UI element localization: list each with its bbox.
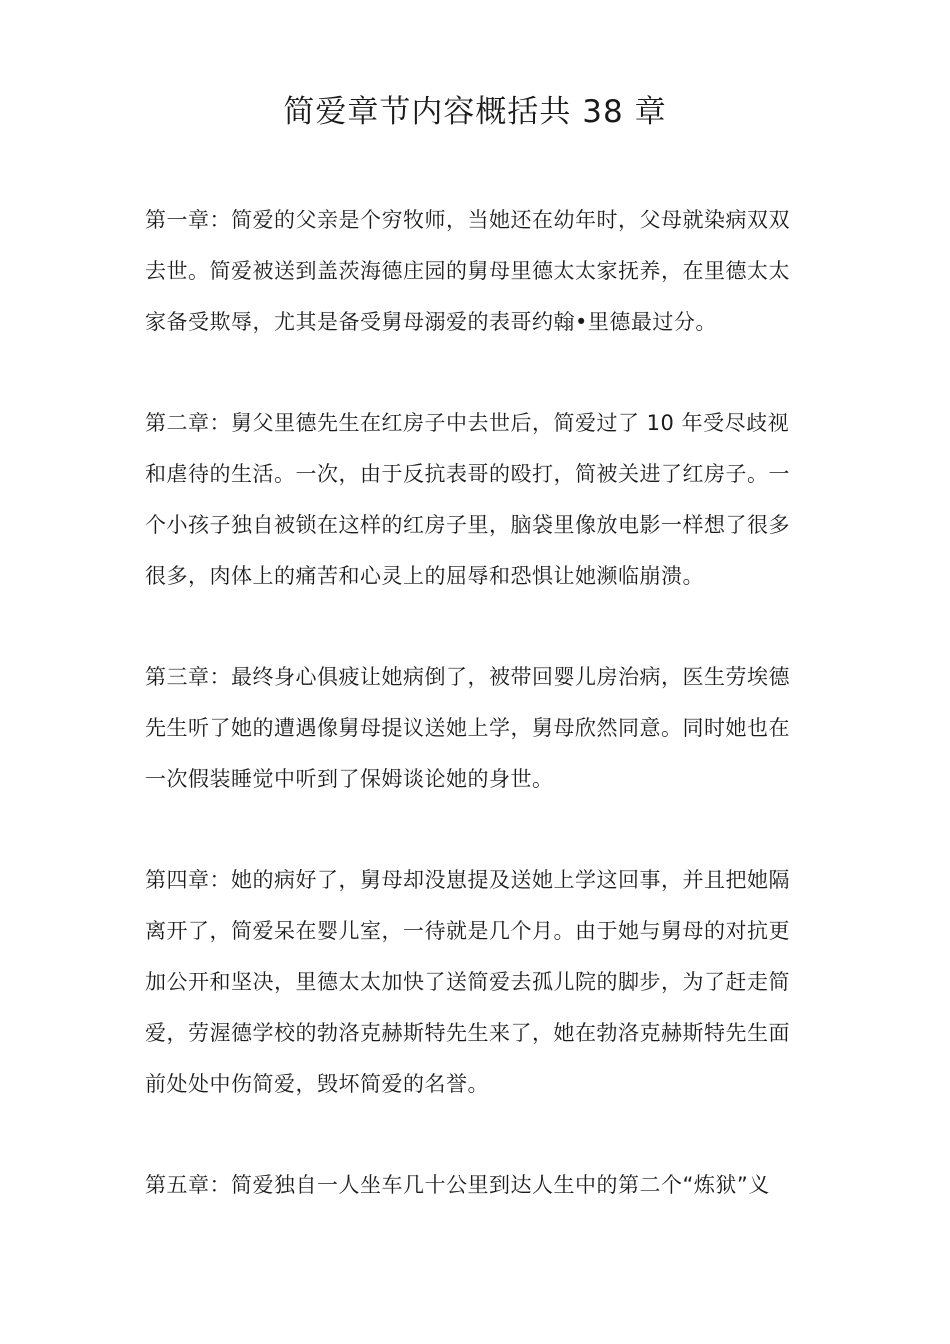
chapter-1-paragraph (145, 195, 825, 348)
paragraph-line: 很多，肉体上的痛苦和心灵上的屈辱和恐惧让她濒临崩溃。 (145, 564, 704, 588)
paragraph-line: 第五章：简爱独自一人坐车几十公里到达人生中的第二个“炼狱”义 (145, 1173, 770, 1197)
document-body (145, 195, 825, 1261)
paragraph-line: 爱，劳渥德学校的勃洛克赫斯特先生来了，她在勃洛克赫斯特先生面 (145, 1021, 790, 1045)
document-title: 简爱章节内容概括共 38 章 (283, 94, 667, 130)
paragraph-line: 个小孩子独自被锁在这样的红房子里，脑袋里像放电影一样想了很多 (145, 513, 790, 537)
paragraph-line: 和虐待的生活。一次，由于反抗表哥的殴打，简被关进了红房子。一 (145, 462, 790, 486)
chapter-2-paragraph (145, 398, 825, 602)
paragraph-line: 一次假装睡觉中听到了保姆谈论她的身世。 (145, 767, 554, 791)
paragraph-line: 去世。简爱被送到盖茨海德庄园的舅母里德太太家抚养，在里德太太 (145, 259, 790, 283)
chapter-3-paragraph (145, 652, 825, 805)
paragraph-line: 第四章：她的病好了，舅母却没崽提及送她上学这回事，并且把她隔 (145, 868, 790, 892)
paragraph-line: 离开了，简爱呆在婴儿室，一待就是几个月。由于她与舅母的对抗更 (145, 919, 790, 943)
paragraph-line: 第一章：简爱的父亲是个穷牧师，当她还在幼年时，父母就染病双双 (145, 208, 790, 232)
chapter-5-paragraph (145, 1160, 825, 1211)
chapter-4-paragraph (145, 855, 825, 1110)
paragraph-line: 前处处中伤简爱，毁坏简爱的名誉。 (145, 1072, 489, 1096)
paragraph-line: 第二章：舅父里德先生在红房子中去世后，简爱过了 10 年受尽歧视 (145, 411, 790, 435)
paragraph-line: 加公开和坚决，里德太太加快了送简爱去孤儿院的脚步，为了赶走简 (145, 970, 790, 994)
paragraph-line: 先生听了她的遭遇像舅母提议送她上学，舅母欣然同意。同时她也在 (145, 716, 790, 740)
paragraph-line: 家备受欺辱，尤其是备受舅母溺爱的表哥约翰•里德最过分。 (145, 310, 717, 334)
paragraph-line: 第三章：最终身心俱疲让她病倒了，被带回婴儿房治病，医生劳埃德 (145, 665, 790, 689)
